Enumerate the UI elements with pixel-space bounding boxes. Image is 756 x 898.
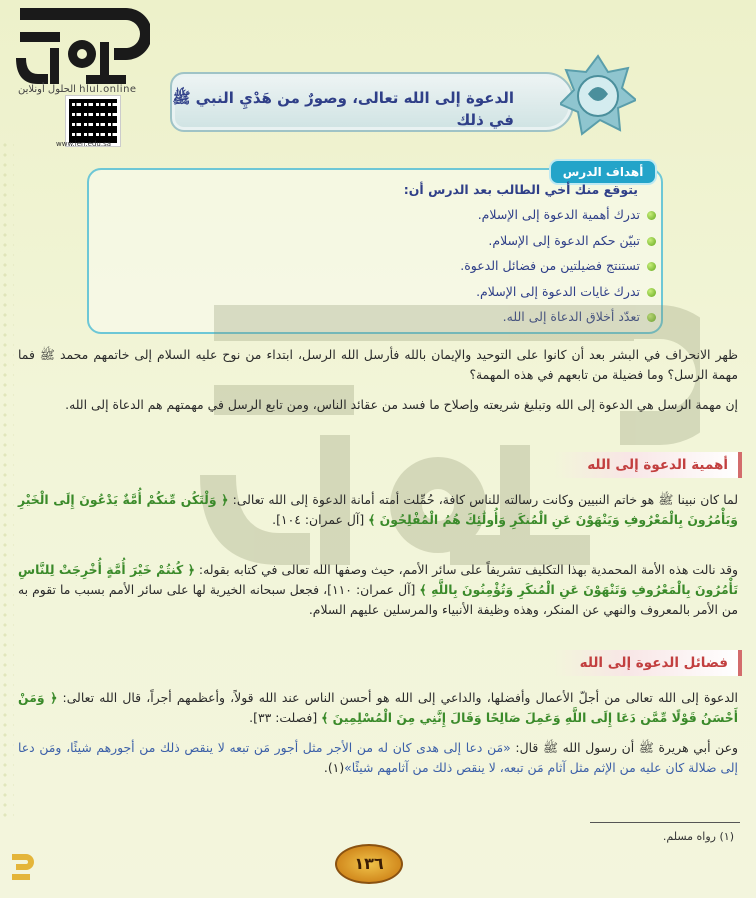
page-number: ١٣٦ bbox=[335, 844, 403, 884]
footnote-divider bbox=[590, 822, 740, 823]
section-heading-virtues: فضائل الدعوة إلى الله bbox=[554, 650, 742, 676]
corner-badge-icon bbox=[10, 848, 36, 888]
section-heading-importance: أهمية الدعوة إلى الله bbox=[554, 452, 742, 478]
logo-subtitle: الحلول أونلاين hlul.online bbox=[18, 84, 137, 95]
hlul-logo bbox=[10, 4, 150, 96]
qr-code[interactable] bbox=[66, 96, 120, 146]
intro-paragraph-1: ظهر الانحراف في البشر بعد أن كانوا على التوحيد والإيمان بالله فأرسل الله الرسل، ابتداء من نوح عليه السلام إلى خاتمهم محمد ﷺ فما مهمة الرسل؟ وما فضيلة من تابعهم في هذه المهمة؟ bbox=[18, 347, 738, 382]
hadith-quote: «مَن دعا إلى هدى كان له من الأجر مثل أجور مَن تبعه لا ينقص ذلك من أجورهم شيئًا، ومَن دعا إلى ضلالة كان عليه من الإثم مثل آثام مَن تبعه، لا ينقص ذلك من آثامهم شيئًا» bbox=[18, 740, 738, 775]
footnote-marker: (١). bbox=[323, 760, 345, 775]
paragraph-text: الدعوة إلى الله تعالى من أجلّ الأعمال وأفضلها، والداعي إلى الله هو أحسن الناس عند الله قولاً، وأعظمهم أجراً، قال الله تعالى: bbox=[57, 690, 738, 705]
objectives-tab: أهداف الدرس bbox=[549, 159, 657, 185]
objective-item: تدرك أهمية الدعوة إلى الإسلام. bbox=[460, 207, 656, 233]
qr-url: www.ien.edu.sa bbox=[56, 140, 112, 148]
objective-item: تستنتج فضيلتين من فضائل الدعوة. bbox=[460, 258, 656, 284]
lesson-title-banner bbox=[170, 72, 574, 132]
verse-reference: [فصلت: ٣٣]. bbox=[249, 710, 322, 725]
objective-item: تبيّن حكم الدعوة إلى الإسلام. bbox=[460, 233, 656, 259]
importance-paragraph-1 bbox=[18, 490, 738, 530]
paragraph-text: لما كان نبينا ﷺ هو خاتم النبيين وكانت رسالته للناس كافة، حُمِّلت أمته أمانة الدعوة إلى الله تعالى: bbox=[228, 492, 738, 507]
verse-reference: [آل عمران: ١١٠]، فجعل سبحانه الخيرية لها على سائر الأمم بسبب ما تقوم به من الأمر بالمعروف والنهي عن المنكر، وهذه وظيفة الأنبياء والمرسلين عليهم السلام. bbox=[18, 582, 738, 617]
objectives-intro: يتوقع منك أخي الطالب بعد الدرس أن: bbox=[403, 182, 638, 197]
intro-paragraph-2: إن مهمة الرسل هي الدعوة إلى الله وتبليغ شريعته وإصلاح ما فسد من عقائد الناس، ومن تابع الرسل في مهمتهم هم الدعاة إلى الله. bbox=[65, 397, 738, 412]
lesson-title: الدعوة إلى الله تعالى، وصورٌ من هَدْيِ النبي ﷺ في ذلك bbox=[172, 89, 514, 129]
objectives-list bbox=[460, 207, 656, 335]
objective-item: تدرك غايات الدعوة إلى الإسلام. bbox=[460, 284, 656, 310]
verse-reference: [آل عمران: ١٠٤]. bbox=[272, 512, 369, 527]
importance-paragraph-2 bbox=[18, 560, 738, 620]
paragraph-text: وقد نالت هذه الأمة المحمدية بهذا التكليف تشريفاً على سائر الأمم، حيث وصفها الله تعالى في كتابه بقوله: bbox=[194, 562, 739, 577]
paragraph-text: وعن أبي هريرة ﷺ أن رسول الله ﷺ قال: bbox=[510, 740, 738, 755]
virtues-paragraph-2 bbox=[18, 738, 738, 778]
ornament-emblem-icon bbox=[560, 54, 636, 138]
virtues-paragraph-1 bbox=[18, 688, 738, 728]
quran-verse: ﴿ وَمَنْ أَحْسَنُ قَوْلًا مِّمَّن دَعَا إِلَى اللَّهِ وَعَمِلَ صَالِحًا وَقَالَ إِنَّنِي مِنَ الْمُسْلِمِينَ ﴾ bbox=[18, 690, 738, 725]
quran-verse: ﴿ كُنتُمْ خَيْرَ أُمَّةٍ أُخْرِجَتْ لِلنَّاسِ تَأْمُرُونَ بِالْمَعْرُوفِ وَتَنْهَوْنَ عَنِ الْمُنكَرِ وَتُؤْمِنُونَ بِاللَّهِ ﴾ bbox=[18, 562, 738, 597]
page-edge-pattern bbox=[0, 140, 14, 820]
quran-verse: ﴿ وَلْتَكُن مِّنكُمْ أُمَّةٌ يَدْعُونَ إِلَى الْخَيْرِ وَيَأْمُرُونَ بِالْمَعْرُوفِ وَيَنْهَوْنَ عَنِ الْمُنكَرِ وَأُولَٰئِكَ هُمُ الْمُفْلِحُونَ ﴾ bbox=[18, 492, 738, 527]
footnote: (١) رواه مسلم. bbox=[662, 830, 734, 843]
objective-item: تعدّد أخلاق الدعاة إلى الله. bbox=[460, 309, 656, 335]
